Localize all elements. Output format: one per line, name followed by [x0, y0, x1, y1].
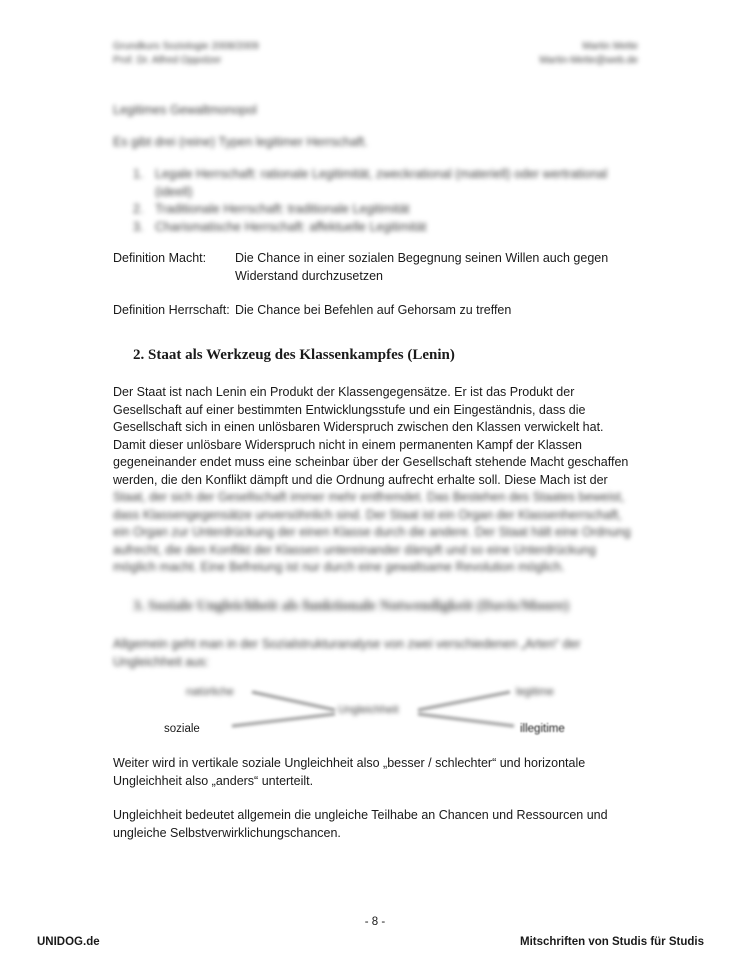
- definition-macht: [113, 250, 633, 285]
- diagram-soziale: soziale: [164, 723, 200, 735]
- paragraph-line: Gesellschaft sich in einen unlösbaren Widerspruch zwischen den Klassen verwickelt hat.: [113, 420, 604, 434]
- list-item: 1. Legale Herrschaft: rationale Legitimität, zweckrational (materiell) oder wertrational (ideell): [133, 167, 608, 199]
- section2-paragraph: [113, 384, 653, 577]
- header-author: Martin Mette: [582, 41, 638, 52]
- section1-title: Legitimes Gewaltmonopol: [113, 103, 257, 117]
- ungleichheit-diagram: [160, 684, 600, 740]
- list-item: 2. Traditionale Herrschaft: traditionale Legitimität: [133, 202, 410, 216]
- herrschaft-types-list: [133, 166, 633, 236]
- diagram-natuerliche: natürliche: [186, 686, 234, 698]
- section3-intro: Allgemein geht man in der Sozialstrukturanalyse von zwei verschiedenen „Arten“ der Ungleichheit aus:: [113, 637, 581, 669]
- paragraph-line: werden, die den Konflikt dämpft und die Ordnung aufrecht erhalte soll. Diese Mach ist der: [113, 472, 608, 487]
- diagram-illegitime: illegitime: [520, 723, 565, 735]
- header-right: [539, 40, 638, 68]
- paragraph-line: Staat, der sich der Gesellschaft immer mehr entfremdet. Das Bestehen des Staates beweist,: [113, 490, 625, 504]
- paragraph-line: aufrecht, die den Konflikt der Klassen untereinander dämpft und so eine Unterdrückung: [113, 542, 596, 557]
- footer-slogan: Mitschriften von Studis für Studis: [519, 936, 704, 948]
- definition-text: Widerstand durchzusetzen: [235, 268, 383, 283]
- paragraph-line: dass Klassengegensätze unversöhnlich sind. Der Staat ist ein Organ der Klassenherrschaft,: [113, 507, 622, 522]
- paragraph-line: Gesellschaft auf einer bestimmten Entwicklungsstufe und ein Eingeständnis, dass die: [113, 402, 586, 417]
- header-left: [113, 40, 259, 68]
- footer-site: UNIDOG.de: [37, 936, 100, 948]
- header-email: Martin-Mette@web.de: [539, 55, 638, 66]
- definition-text: Die Chance in einer sozialen Begegnung seinen Willen auch gegen: [235, 251, 609, 265]
- header-course: Grundkurs Soziologie 2008/2009: [113, 41, 259, 52]
- paragraph-line: Der Staat ist nach Lenin ein Produkt der Klassengegensätze. Er ist das Produkt der: [113, 385, 575, 399]
- paragraph-line: Damit dieser unlösbare Widerspruch nicht in einem permanenten Kampf der Klassen: [113, 437, 582, 452]
- paragraph-line: gegeneinander endet muss eine scheinbar über der Gesellschaft stehende Macht geschaffen: [113, 455, 629, 469]
- section3-paragraph-1: Weiter wird in vertikale soziale Ungleichheit also „besser / schlechter“ und horizontale Ungleichheit also „anders“ unterteilt.: [113, 756, 586, 788]
- page-number: - 8 -: [364, 916, 386, 928]
- list-item: 3. Charismatische Herrschaft: affektuelle Legitimität: [133, 219, 427, 234]
- definition-herrschaft: [113, 302, 633, 320]
- paragraph-line: ein Organ zur Unterdrückung der einen Klasse durch die andere. Der Staat hält eine Ordnung: [113, 525, 631, 539]
- header-professor: Prof. Dr. Alfred Oppolzer: [113, 55, 222, 66]
- section2-title: 2. Staat als Werkzeug des Klassenkampfes (Lenin): [133, 347, 455, 363]
- diagram-legitime: legitime: [516, 686, 554, 698]
- section3-paragraph-2: Ungleichheit bedeutet allgemein die ungleiche Teilhabe an Chancen und Ressourcen und ungleiche Selbstverwirklichungschancen.: [113, 808, 608, 840]
- diagram-ungleichheit: Ungleichheit: [338, 704, 399, 716]
- definition-text: Die Chance bei Befehlen auf Gehorsam zu treffen: [235, 303, 512, 317]
- section1-intro: Es gibt drei (reine) Typen legitimer Herrschaft.: [113, 135, 368, 149]
- section3-title: 3. Soziale Ungleichheit als funktionale Notwendigkeit (Davis/Moore): [133, 598, 569, 614]
- definition-label: Definition Macht:: [113, 251, 207, 265]
- paragraph-line: möglich macht. Eine Befreiung ist nur durch eine gewaltsame Revolution möglich.: [113, 560, 565, 574]
- definition-label: Definition Herrschaft:: [113, 303, 230, 317]
